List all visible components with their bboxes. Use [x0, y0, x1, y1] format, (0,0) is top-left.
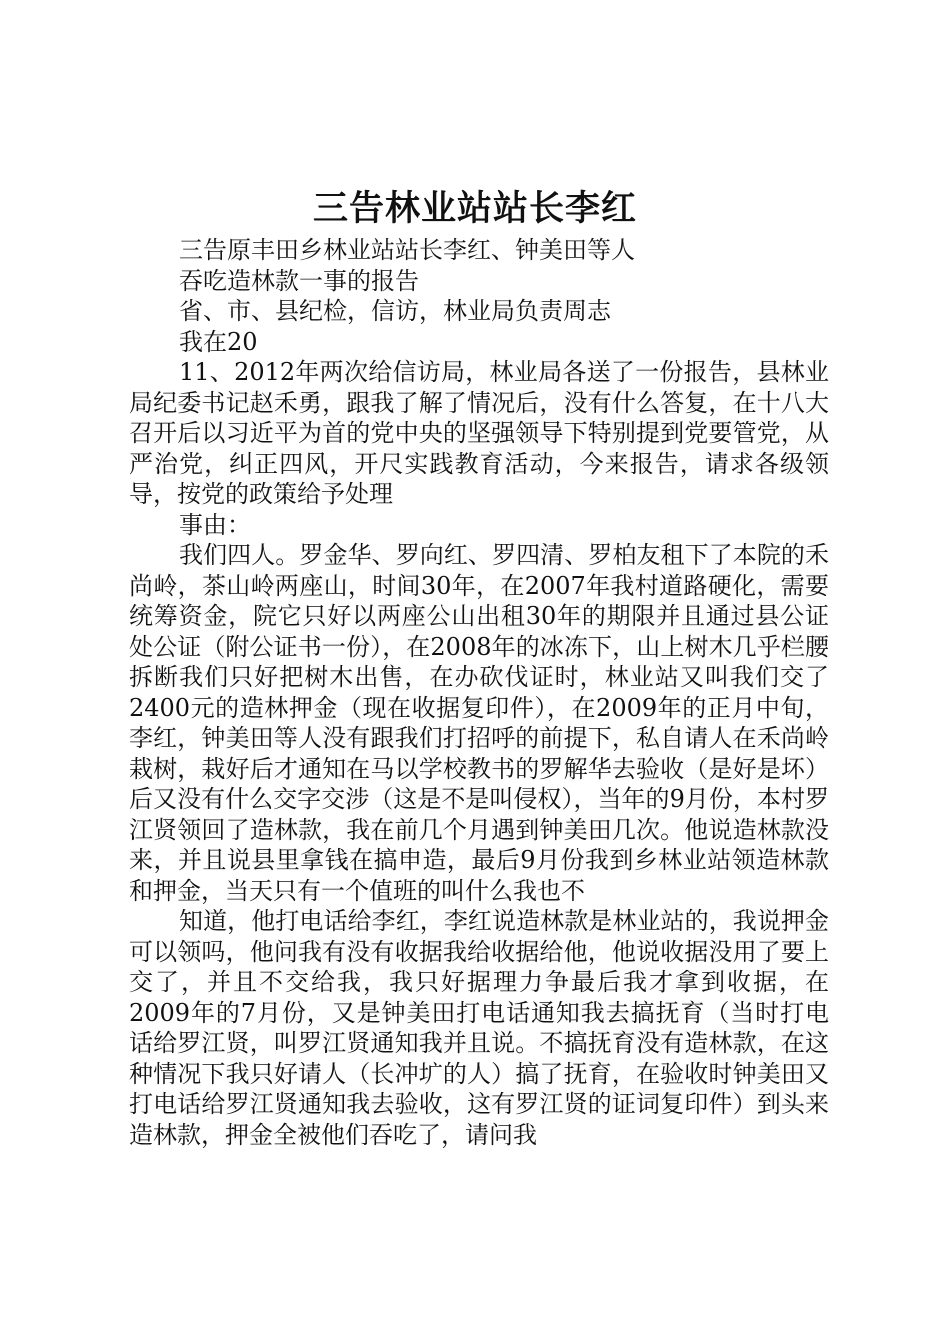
document-title: 三告林业站站长李红: [312, 188, 637, 229]
paragraph: 知道，他打电话给李红，李红说造林款是林业站的，我说押金可以领吗，他问我有没有收据我给收据给他，他说收据没用了要上交了，并且不交给我，我只好据理力争最后我才拿到收据，在2009年的7月份，又是钟美田打电话通知我去搞抚育（当时打电话给罗江贤，叫罗江贤通知我并且说。不搞抚育没有造林款，在这种情况下我只好请人（长冲圹的人）搞了抚育，在验收时钟美田又打电话给罗江贤通知我去验收，这有罗江贤的证词复印件）到头来造林款，押金全被他们吞吃了，请问我: [129, 907, 829, 1149]
paragraph: 11、2012年两次给信访局，林业局各送了一份报告，县林业局纪委书记赵禾勇，跟我了解了情况后，没有什么答复，在十八大召开后以习近平为首的党中央的坚强领导下特别提到党要管党，从严治党，纠正四风，开尺实践教育活动，今来报告，请求各级领导，按党的政策给予处理: [129, 358, 829, 508]
paragraph: 吞吃造林款一事的报告: [179, 266, 419, 295]
paragraph: 事由：: [179, 510, 251, 539]
paragraph: 我们四人。罗金华、罗向红、罗四清、罗柏友租下了本院的禾尚岭，茶山岭两座山，时间30年，在2007年我村道路硬化，需要统筹资金，院它只好以两座公山出租30年的期限并且通过县公证处公证（附公证书一份），在2008年的冰冻下，山上树木几乎栏腰拆断我们只好把树木出售，在办砍伐证时，林业站又叫我们交了2400元的造林押金（现在收据复印件），在2009年的正月中旬，李红，钟美田等人没有跟我们打招呼的前提下，私自请人在禾尚岭栽树，栽好后才通知在马以学校教书的罗解华去验收（是好是坏）后又没有什么交字交涉（这是不是叫侵权），当年的9月份，本村罗江贤领回了造林款，我在前几个月遇到钟美田几次。他说造林款没来，并且说县里拿钱在搞申造，最后9月份我到乡林业站领造林款和押金，当天只有一个值班的叫什么我也不: [129, 541, 829, 905]
paragraph: 我在20: [179, 327, 258, 356]
document-body: [129, 235, 829, 1150]
paragraph: 三告原丰田乡林业站站长李红、钟美田等人: [179, 236, 635, 264]
paragraph: 省、市、县纪检，信访，林业局负责周志: [179, 297, 611, 325]
